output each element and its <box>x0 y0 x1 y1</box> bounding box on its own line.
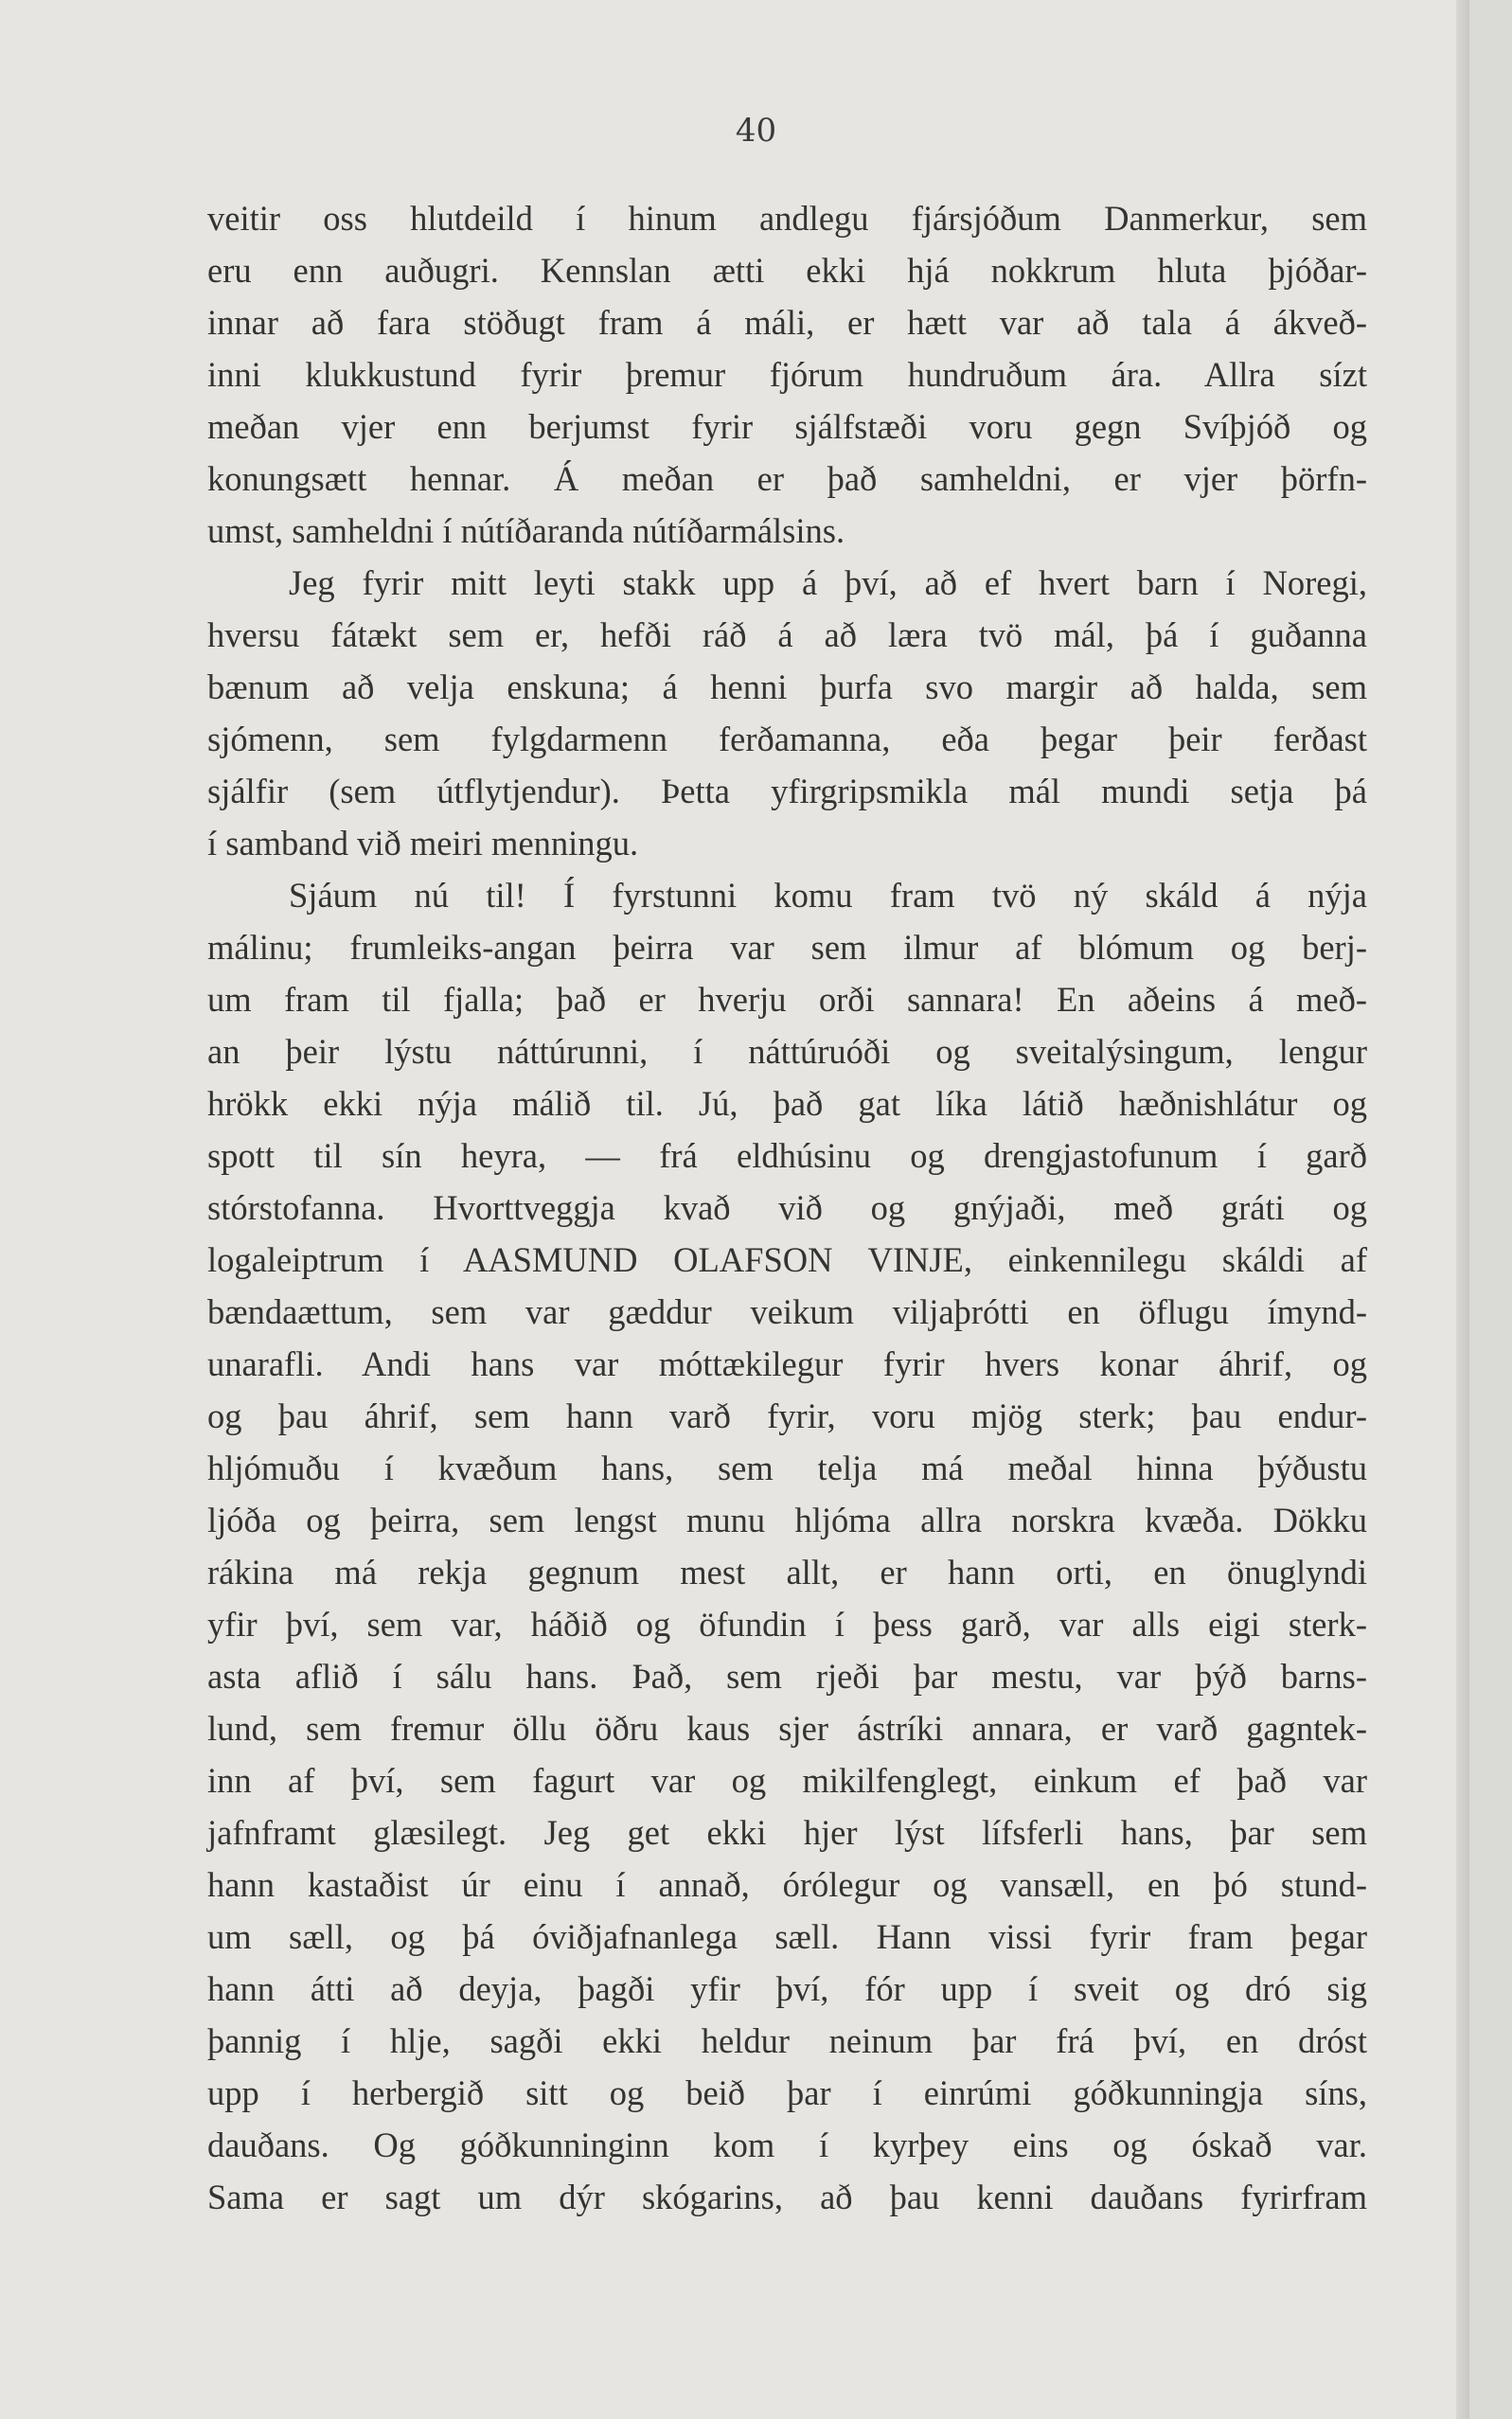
text-line: umst, samheldni í nútíðaranda nútíðarmálsins. <box>207 511 845 550</box>
text-line: spott til sín heyra, — frá eldhúsinu og drengjastofunum í garð <box>207 1136 1367 1175</box>
page-number: 40 <box>735 112 777 150</box>
text-line: hann átti að deyja, þagði yfir því, fór upp í sveit og dró sig <box>207 1969 1367 2008</box>
text-line: málinu; frumleiks-angan þeirra var sem ilmur af blómum og berj- <box>207 928 1367 967</box>
text-line: lund, sem fremur öllu öðru kaus sjer ástríki annara, er varð gagntek- <box>207 1709 1367 1748</box>
text-line: innar að fara stöðugt fram á máli, er hætt var að tala á ákveð- <box>207 303 1367 342</box>
text-line: hljómuðu í kvæðum hans, sem telja má meðal hinna þýðustu <box>207 1449 1367 1487</box>
text-line: veitir oss hlutdeild í hinum andlegu fjársjóðum Danmerkur, sem <box>207 199 1367 238</box>
text-line: bænum að velja enskuna; á henni þurfa svo margir að halda, sem <box>207 667 1367 706</box>
text-line: asta aflið í sálu hans. Það, sem rjeði þar mestu, var þýð barns- <box>207 1657 1367 1696</box>
text-line: Sjáum nú til! Í fyrstunni komu fram tvö ný skáld á nýja <box>289 876 1367 915</box>
text-line: inni klukkustund fyrir þremur fjórum hundruðum ára. Allra sízt <box>207 355 1367 394</box>
text-line: eru enn auðugri. Kennslan ætti ekki hjá nokkrum hluta þjóðar- <box>207 251 1367 290</box>
text-line: og þau áhrif, sem hann varð fyrir, voru mjög sterk; þau endur- <box>207 1396 1367 1435</box>
text-line: yfir því, sem var, háðið og öfundin í þess garð, var alls eigi sterk- <box>207 1605 1367 1644</box>
text-line: jafnframt glæsilegt. Jeg get ekki hjer lýst lífsferli hans, þar sem <box>207 1813 1367 1852</box>
text-line: ljóða og þeirra, sem lengst munu hljóma allra norskra kvæða. Dökku <box>207 1501 1367 1539</box>
text-line: meðan vjer enn berjumst fyrir sjálfstæði voru gegn Svíþjóð og <box>207 407 1367 446</box>
text-line: hrökk ekki nýja málið til. Jú, það gat líka látið hæðnishlátur og <box>207 1084 1367 1123</box>
text-line: an þeir lýstu náttúrunni, í náttúruóði og sveitalýsingum, lengur <box>207 1032 1367 1071</box>
text-line: hann kastaðist úr einu í annað, órólegur og vansæll, en þó stund- <box>207 1865 1367 1904</box>
text-line: sjómenn, sem fylgdarmenn ferðamanna, eða þegar þeir ferðast <box>207 720 1367 758</box>
text-line: um fram til fjalla; það er hverju orði sannara! En aðeins á með- <box>207 980 1367 1019</box>
text-line: bændaættum, sem var gæddur veikum viljaþrótti en öflugu ímynd- <box>207 1292 1367 1331</box>
text-line: Sama er sagt um dýr skógarins, að þau kenni dauðans fyrirfram <box>207 2178 1367 2216</box>
text-line: rákina má rekja gegnum mest allt, er hann orti, en önuglyndi <box>207 1553 1367 1592</box>
text-line: konungsætt hennar. Á meðan er það samheldni, er vjer þörfn- <box>207 459 1367 498</box>
text-line: sjálfir (sem útflytjendur). Þetta yfirgripsmikla mál mundi setja þá <box>207 772 1367 810</box>
text-line: upp í herbergið sitt og beið þar í einrúmi góðkunningja síns, <box>207 2073 1367 2112</box>
page-edge-shadow <box>1456 0 1469 2419</box>
text-line: dauðans. Og góðkunninginn kom í kyrþey eins og óskað var. <box>207 2126 1367 2164</box>
text-line: um sæll, og þá óviðjafnanlega sæll. Hann vissi fyrir fram þegar <box>207 1917 1367 1956</box>
text-line: þannig í hlje, sagði ekki heldur neinum þar frá því, en dróst <box>207 2021 1367 2060</box>
page-edge-strip <box>1469 0 1512 2419</box>
text-line: hversu fátækt sem er, hefði ráð á að læra tvö mál, þá í guðanna <box>207 615 1367 654</box>
text-line: inn af því, sem fagurt var og mikilfenglegt, einkum ef það var <box>207 1761 1367 1800</box>
text-line: stórstofanna. Hvorttveggja kvað við og gnýjaði, með gráti og <box>207 1188 1367 1227</box>
text-line: logaleiptrum í AASMUND OLAFSON VINJE, einkennilegu skáldi af <box>207 1240 1367 1279</box>
text-line: í samband við meiri menningu. <box>207 824 639 863</box>
text-line: unarafli. Andi hans var móttækilegur fyrir hvers konar áhrif, og <box>207 1344 1367 1383</box>
text-line: Jeg fyrir mitt leyti stakk upp á því, að ef hvert barn í Noregi, <box>289 563 1367 602</box>
body-text <box>207 192 1367 2223</box>
